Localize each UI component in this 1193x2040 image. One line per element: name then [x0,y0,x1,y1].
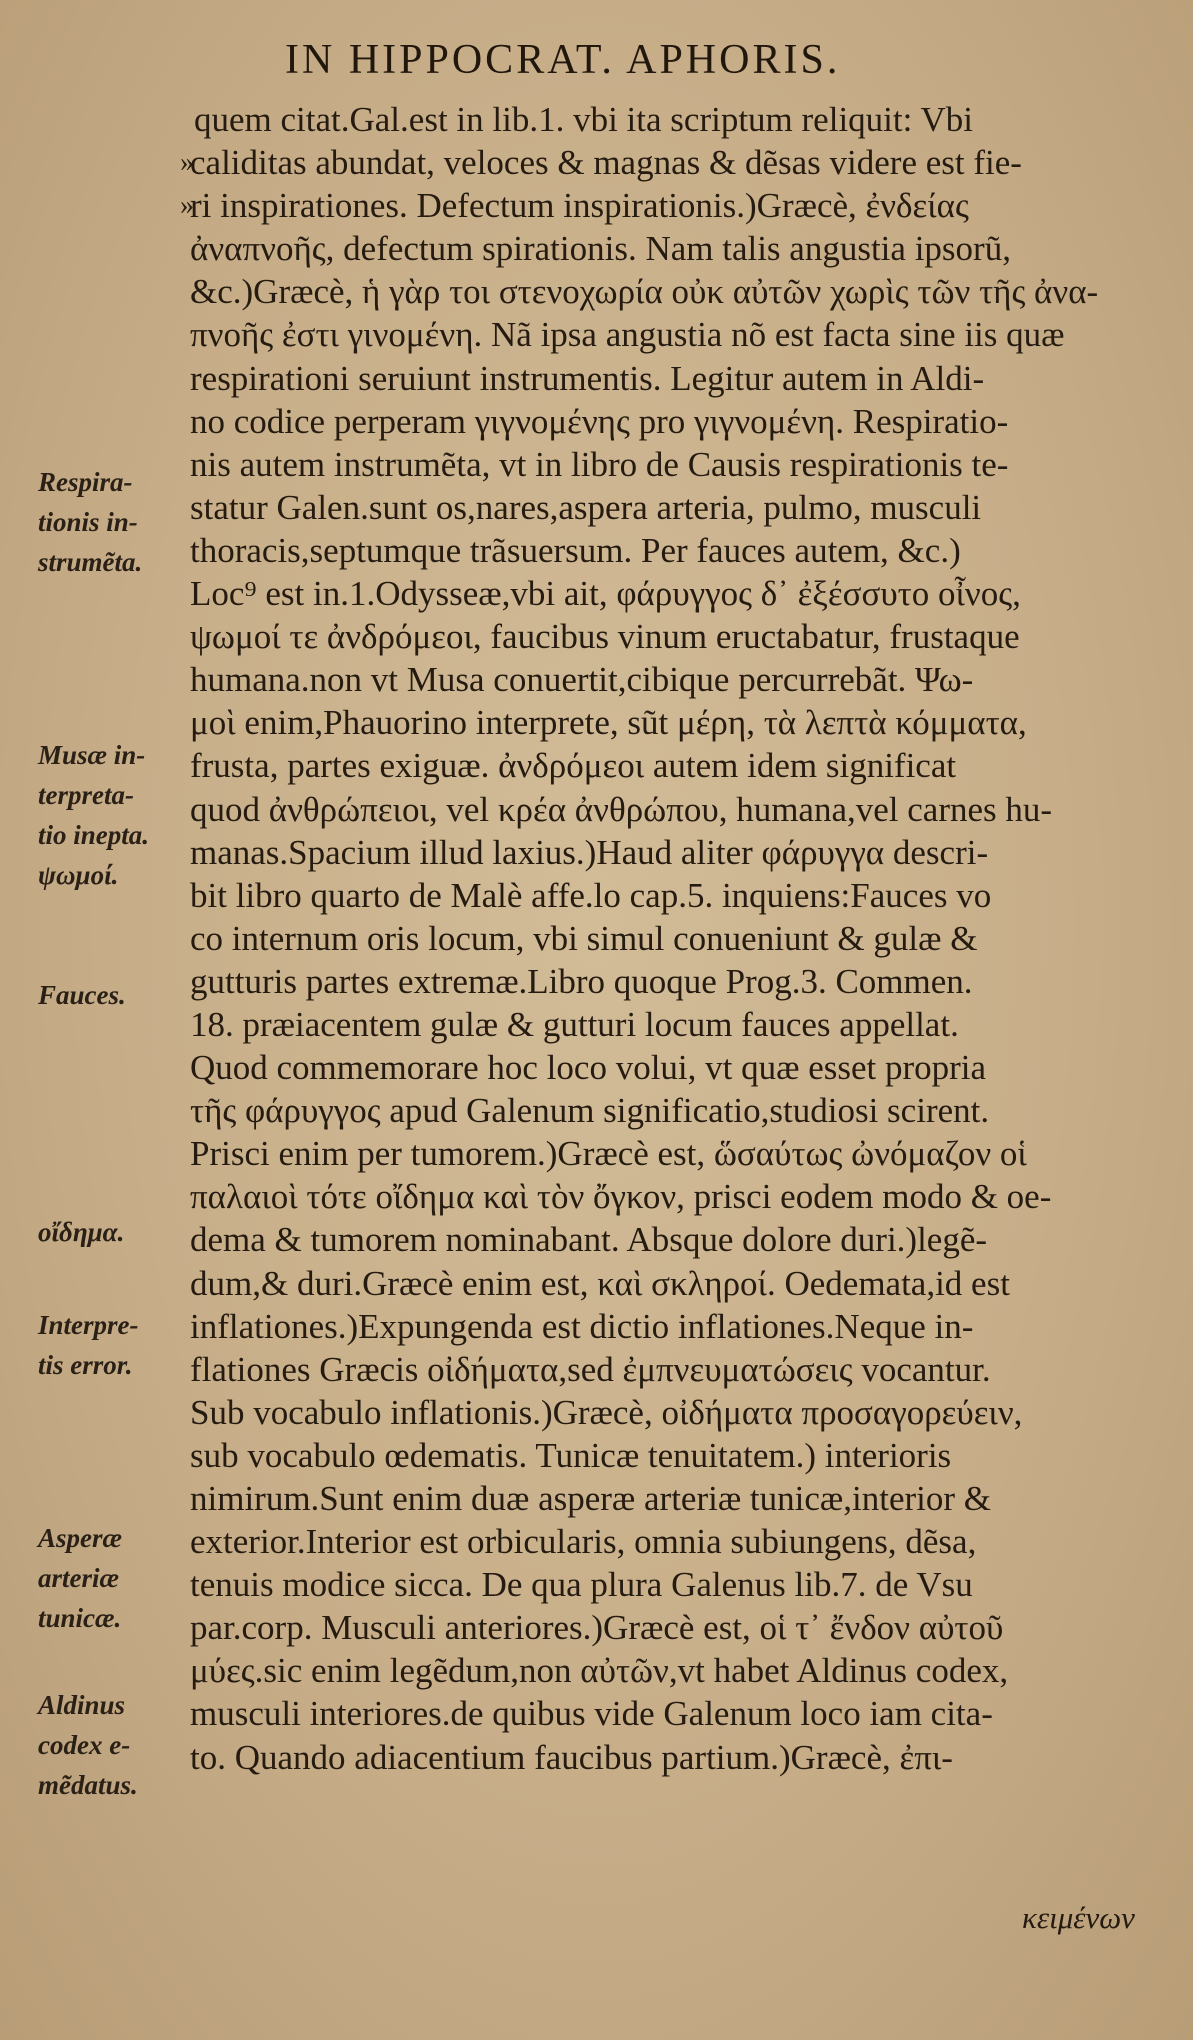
line-text: manas.Spacium illud laxius.)Haud aliter φάρυγγα descri- [190,832,989,872]
quotation-mark: » [180,147,194,179]
margin-note-line: tunicæ. [38,1603,122,1633]
text-line [150,443,1150,486]
line-text: μύες.sic enim legẽdum,non αὐτῶν,vt habet Aldinus codex, [190,1651,1009,1691]
line-text: πνοῆς ἐστι γινομένη. Nã ipsa angustia nõ est facta sine iis quæ [190,315,1065,355]
line-text: quod ἀνθρώπειοι, vel κρέα ἀνθρώπου, humana,vel carnes hu- [190,789,1053,829]
line-text: statur Galen.sunt os,nares,aspera arteria, pulmo, musculi [190,487,982,527]
line-text: humana.non vt Musa conuertit,cibique percurrebãt. Ψω- [190,660,974,700]
text-line [150,701,1150,744]
line-text: to. Quando adiacentium faucibus partium.)Græcè, ἐπι- [190,1737,953,1777]
text-line [150,1563,1150,1606]
line-text: Quod commemorare hoc loco volui, vt quæ esset propria [190,1048,987,1088]
margin-note-line: terpreta- [38,780,134,810]
margin-note-line: Aldinus [38,1690,126,1720]
text-line [150,917,1150,960]
margin-note-line: tionis in- [38,507,138,537]
text-line [150,1477,1150,1520]
line-text: ψωμοί τε ἀνδρόμεοι, faucibus vinum eructabatur, frustaque [190,617,1020,657]
line-text: frusta, partes exiguæ. ἀνδρόμεοι autem idem significat [190,746,957,786]
text-line [150,1305,1150,1348]
body-text [150,98,1150,1779]
text-line [150,141,1150,184]
line-text: sub vocabulo œdematis. Tunicæ tenuitatem.) interioris [190,1435,952,1475]
text-line [150,831,1150,874]
margin-note [38,462,178,582]
margin-note-line: Fauces. [38,980,126,1010]
text-line [150,1175,1150,1218]
line-text: par.corp. Musculi anteriores.)Græcè est, οἱ τ᾽ ἔνδον αὐτοῦ [190,1608,1004,1648]
line-text: Prisci enim per tumorem.)Græcè est, ὥσαύτως ὠνόμαζον οἱ [190,1134,1027,1174]
text-line [150,529,1150,572]
line-text: thoracis,septumque trãsuersum. Per fauces autem, &c.) [190,530,961,570]
line-text: quem citat.Gal.est in lib.1. vbi ita scriptum reliquit: Vbi [194,100,973,139]
text-line [150,744,1150,787]
line-text: inflationes.)Expungenda est dictio inflationes.Neque in- [190,1306,974,1346]
text-line [150,184,1150,227]
text-line [150,1046,1150,1089]
text-line [150,874,1150,917]
running-head: IN HIPPOCRAT. APHORIS. [285,37,841,83]
text-line [150,357,1150,400]
line-text: &c.)Græcè, ἡ γὰρ τοι στενοχωρία οὐκ αὐτῶν χωρὶς τῶν τῆς ἀνα- [190,272,1099,312]
text-line [150,270,1150,313]
line-text: caliditas abundat, veloces & magnas & dẽsas videre est fie- [190,143,1022,183]
margin-note-line: tis error. [38,1350,133,1380]
text-line [150,313,1150,356]
margin-note [38,1518,178,1638]
line-text: Sub vocabulo inflationis.)Græcè, οἰδήματα προσαγορεύειν, [190,1392,1023,1432]
text-line [150,1692,1150,1735]
text-line [150,1262,1150,1305]
margin-note-line: Asperæ [38,1523,123,1553]
text-line [150,1132,1150,1175]
line-text: dema & tumorem nominabant. Absque dolore duri.)legẽ- [190,1220,988,1260]
margin-note-line: Interpre- [38,1310,139,1340]
line-text: τῆς φάρυγγος apud Galenum significatio,studiosi scirent. [190,1091,990,1131]
line-text: ri inspirationes. Defectum inspirationis.)Græcè, ἐνδείας [190,186,969,226]
line-text: exterior.Interior est orbicularis, omnia subiungens, dẽsa, [190,1522,977,1562]
text-line [150,98,1150,141]
line-text: co internum oris locum, vbi simul conueniunt & gulæ & [190,918,978,958]
text-line [150,1089,1150,1132]
margin-note-line: Musæ in- [38,740,146,770]
text-line [150,658,1150,701]
line-text: flationes Græcis οἰδήματα,sed ἐμπνευματώσεις vocantur. [190,1349,991,1389]
line-text: dum,& duri.Græcè enim est, καὶ σκληροί. Oedemata,id est [190,1263,1010,1303]
line-text: no codice perperam γιγνομένης pro γιγνομένη. Respiratio- [190,401,1009,441]
margin-note-line: strumẽta. [38,547,143,577]
margin-note [38,1212,178,1252]
line-text: nis autem instrumẽta, vt in libro de Causis respirationis te- [190,444,1009,484]
text-line [150,1003,1150,1046]
margin-note-line: mẽdatus. [38,1770,138,1800]
margin-note-line: οἴδημα. [38,1217,125,1247]
text-line [150,788,1150,831]
line-text: 18. præiacentem gulæ & gutturi locum fauces appellat. [190,1004,959,1044]
margin-note [38,735,178,895]
text-line [150,486,1150,529]
line-text: ἀναπνοῆς, defectum spirationis. Nam talis angustia ipsorũ, [190,229,1011,269]
text-line [150,1218,1150,1261]
margin-note-line: codex e- [38,1730,131,1760]
line-text: musculi interiores.de quibus vide Galenum loco iam cita- [190,1694,993,1734]
text-line [150,1434,1150,1477]
text-line [150,1736,1150,1779]
text-line [150,572,1150,615]
margin-note [38,1685,178,1805]
line-text: παλαιοὶ τότε οἴδημα καὶ τὸν ὄγκον, prisci eodem modo & oe- [190,1177,1052,1217]
text-line [150,615,1150,658]
margin-note-line: ψωμοί. [38,860,119,890]
text-line [150,960,1150,1003]
margin-note-line: arteriæ [38,1563,119,1593]
line-text: nimirum.Sunt enim duæ asperæ arteriæ tunicæ,interior & [190,1479,992,1518]
line-text: tenuis modice sicca. De qua plura Galenus lib.7. de Vsu [190,1565,973,1605]
line-text: μοὶ enim,Phauorino interprete, sũt μέρη, τὰ λεπτὰ κόμματα, [190,703,1027,743]
line-text: bit libro quarto de Malè affe.lo cap.5. inquiens:Fauces vo [190,875,992,915]
margin-note [38,1305,178,1385]
text-line [150,227,1150,270]
text-line [150,1391,1150,1434]
line-text: gutturis partes extremæ.Libro quoque Prog.3. Commen. [190,961,973,1001]
margin-note-line: Respira- [38,467,133,497]
margin-note [38,975,178,1015]
line-text: respirationi seruiunt instrumentis. Legitur autem in Aldi- [190,358,985,398]
text-line [150,1520,1150,1563]
text-line [150,1606,1150,1649]
quotation-mark: » [180,190,194,222]
catchword: κειμένων [1022,1900,1135,1935]
line-text: Loc⁹ est in.1.Odysseæ,vbi ait, φάρυγγος δ᾽ ἐξέσσυτο οἶνος, [190,574,1021,614]
text-line [150,1649,1150,1692]
margin-note-line: tio inepta. [38,820,150,850]
text-line [150,400,1150,443]
text-line [150,1348,1150,1391]
